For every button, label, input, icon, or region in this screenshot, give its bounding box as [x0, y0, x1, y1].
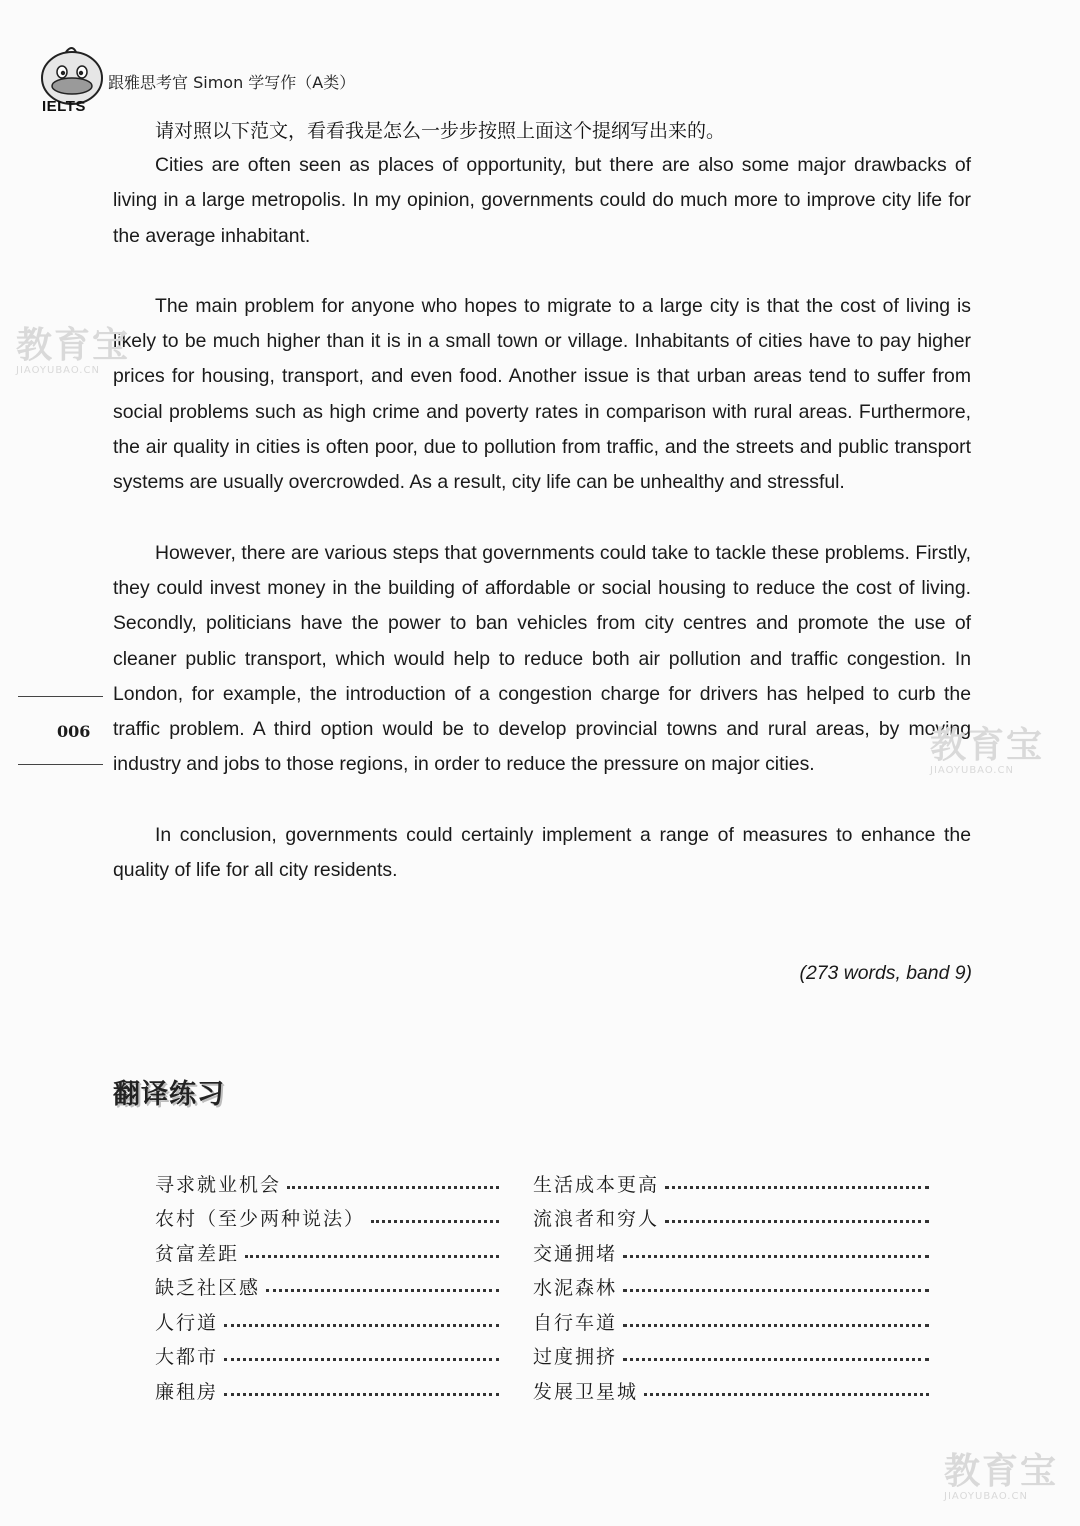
- exercise-term: 水泥森林: [533, 1277, 618, 1300]
- answer-blank: [623, 1358, 929, 1361]
- watermark: [930, 725, 1045, 776]
- answer-blank: [623, 1324, 929, 1327]
- exercise-term: 寻求就业机会: [155, 1173, 282, 1196]
- exercise-term: 流浪者和穷人: [533, 1208, 660, 1231]
- exercise-item: [533, 1239, 929, 1266]
- ielts-logo-text: IELTS: [42, 98, 86, 115]
- exercise-item: [533, 1273, 929, 1300]
- exercise-term: 自行车道: [533, 1311, 618, 1334]
- answer-blank: [266, 1289, 499, 1292]
- watermark-text: 教育宝: [930, 725, 1045, 766]
- exercise-term: 人行道: [155, 1311, 219, 1334]
- watermark-text: 教育宝: [16, 325, 131, 366]
- answer-blank: [665, 1186, 929, 1189]
- book-title: 跟雅思考官 Simon 学写作（A类）: [108, 73, 356, 92]
- essay-paragraph-introduction: Cities are often seen as places of opportunity, but there are also some major drawbacks of living in a large metropolis. In my opinion, governments could do much more to improve city life for the average inhabitant.: [113, 154, 971, 247]
- answer-blank: [623, 1255, 929, 1258]
- exercise-row: [155, 1339, 963, 1374]
- exercise-item: [533, 1308, 929, 1335]
- exercise-term: 大都市: [155, 1346, 219, 1369]
- watermark: [16, 325, 131, 376]
- answer-blank: [245, 1255, 499, 1258]
- exercise-item: [155, 1239, 533, 1266]
- exercise-item: [155, 1377, 533, 1404]
- answer-blank: [224, 1393, 499, 1396]
- watermark-url: JIAOYUBAO.CN: [930, 765, 1014, 776]
- answer-blank: [644, 1393, 929, 1396]
- section-heading: 翻译练习: [113, 1079, 225, 1110]
- translation-exercise-list: [155, 1166, 963, 1408]
- watermark-text: 教育宝: [944, 1451, 1059, 1492]
- exercise-item: [533, 1170, 929, 1197]
- exercise-item: [533, 1342, 929, 1369]
- answer-blank: [224, 1324, 499, 1327]
- answer-blank: [371, 1220, 499, 1223]
- answer-blank: [665, 1220, 929, 1223]
- page-number: 006: [57, 722, 91, 741]
- margin-rule-top: [18, 696, 103, 697]
- watermark: [944, 1451, 1059, 1502]
- exercise-row: [155, 1304, 963, 1339]
- exercise-item: [155, 1342, 533, 1369]
- watermark-url: JIAOYUBAO.CN: [944, 1491, 1028, 1502]
- intro-instruction: 请对照以下范文，看看我是怎么一步步按照上面这个提纲写出来的。: [155, 120, 726, 142]
- answer-blank: [623, 1289, 929, 1292]
- exercise-term: 农村（至少两种说法）: [155, 1208, 366, 1231]
- exercise-item: [155, 1170, 533, 1197]
- essay-paragraph-problems: The main problem for anyone who hopes to migrate to a large city is that the cost of living is likely to be much higher than it is in a small town or village. Inhabitants of cities have to pay higher prices for housing, transport, and even food. Another issue is that urban areas tend to suffer from social problems such as high crime and poverty rates in comparison with rural areas. Furthermore, the air quality in cities is often poor, due to pollution from traffic, and the streets and public transport systems are usually overcrowded. As a result, city life can be unhealthy and stressful.: [113, 294, 971, 494]
- model-essay: [113, 148, 971, 923]
- exercise-item: [533, 1377, 929, 1404]
- exercise-term: 过度拥挤: [533, 1346, 618, 1369]
- exercise-term: 廉租房: [155, 1380, 219, 1403]
- exercise-row: [155, 1270, 963, 1305]
- margin-rule-bottom: [18, 764, 103, 765]
- exercise-row: [155, 1201, 963, 1236]
- exercise-row: [155, 1166, 963, 1201]
- exercise-term: 生活成本更高: [533, 1173, 660, 1196]
- essay-word-count-band: (273 words, band 9): [799, 962, 972, 984]
- exercise-term: 贫富差距: [155, 1242, 240, 1265]
- watermark-url: JIAOYUBAO.CN: [16, 365, 100, 376]
- essay-paragraph-solutions: However, there are various steps that governments could take to tackle these problems. Firstly, they could invest money in the building of affordable or social housing to reduce the cost of living. Secondly, politicians have the power to ban vehicles from city centres and promote the use of cleaner public transport, which would help to reduce both air pollution and traffic congestion. In London, for example, the introduction of a congestion charge for drivers has helped to curb the traffic problem. A third option would be to develop provincial towns and rural areas, by moving industry and jobs to those regions, in order to reduce the pressure on major cities.: [113, 541, 971, 776]
- exercise-term: 交通拥堵: [533, 1242, 618, 1265]
- answer-blank: [287, 1186, 499, 1189]
- exercise-item: [533, 1204, 929, 1231]
- answer-blank: [224, 1358, 499, 1361]
- exercise-term: 缺乏社区感: [155, 1277, 261, 1300]
- exercise-item: [155, 1308, 533, 1335]
- essay-paragraph-conclusion: In conclusion, governments could certainly implement a range of measures to enhance the quality of life for all city residents.: [113, 823, 971, 882]
- exercise-row: [155, 1373, 963, 1408]
- exercise-row: [155, 1235, 963, 1270]
- page-header: [30, 38, 550, 118]
- exercise-item: [155, 1273, 533, 1300]
- exercise-item: [155, 1204, 533, 1231]
- exercise-term: 发展卫星城: [533, 1380, 639, 1403]
